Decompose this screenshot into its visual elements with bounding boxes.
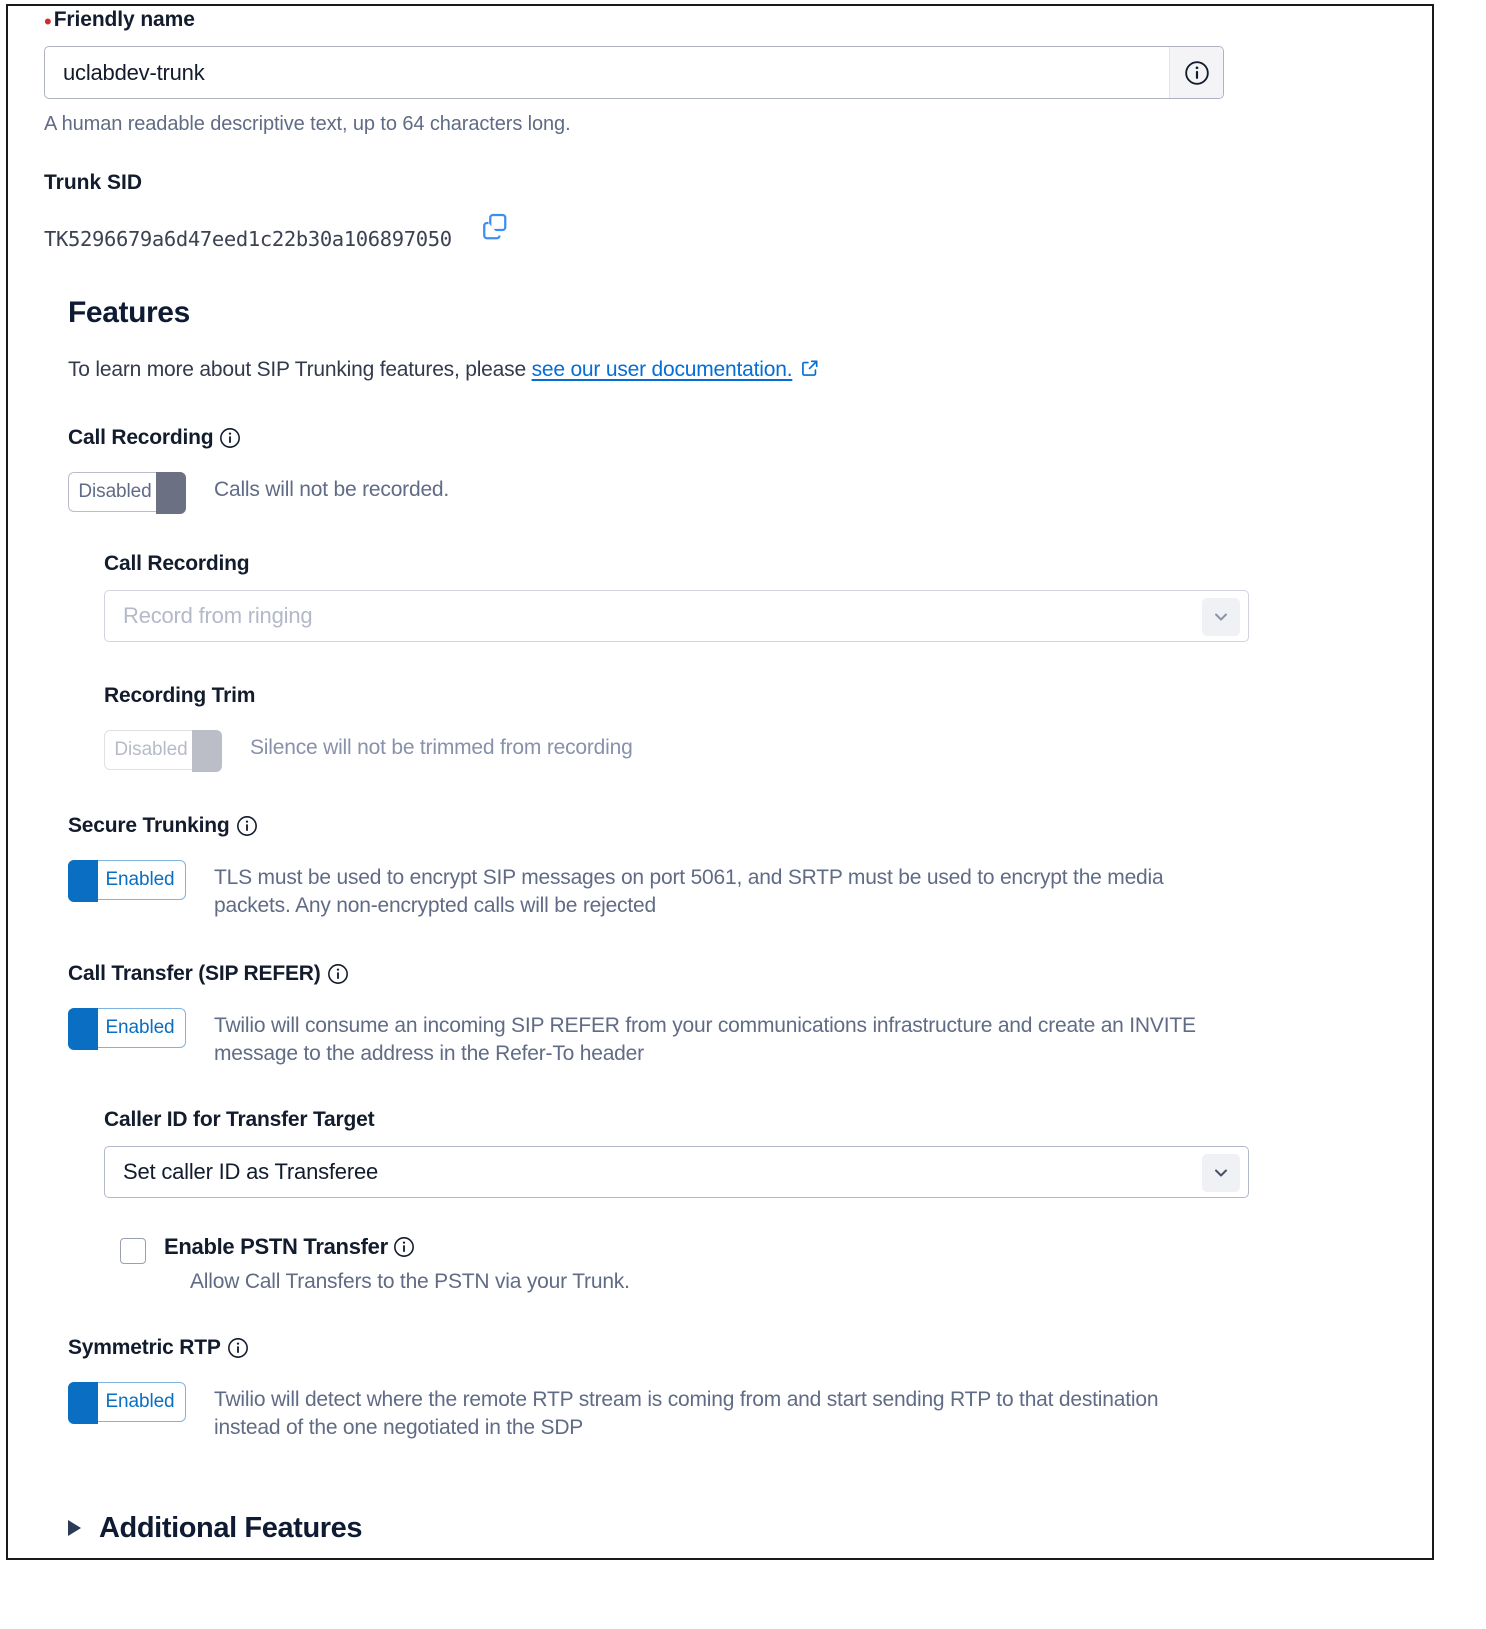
info-icon <box>1184 60 1210 86</box>
symmetric-rtp-heading-text: Symmetric RTP <box>68 1335 221 1359</box>
info-icon[interactable] <box>327 963 349 985</box>
external-link-icon[interactable] <box>800 358 820 384</box>
settings-panel <box>6 4 1434 1560</box>
triangle-right-icon[interactable] <box>68 1520 81 1536</box>
copy-button[interactable] <box>480 211 510 246</box>
call-recording-heading-text: Call Recording <box>68 426 214 449</box>
trunk-sid-row <box>44 221 510 256</box>
friendly-name-info-button[interactable] <box>1169 47 1223 98</box>
recording-trim-toggle-label: Disabled <box>114 739 188 760</box>
call-transfer-toggle-label: Enabled <box>105 1016 175 1038</box>
call-recording-select-group <box>104 552 1408 642</box>
user-documentation-link[interactable]: see our user documentation. <box>531 358 793 381</box>
pstn-transfer-checkbox-row[interactable] <box>120 1234 1408 1264</box>
toggle-knob <box>68 1008 98 1050</box>
secure-trunking-toggle-row <box>68 860 1408 920</box>
call-recording-select[interactable] <box>104 590 1249 642</box>
secure-trunking-heading-text: Secure Trunking <box>68 814 230 837</box>
caller-id-select-label: Caller ID for Transfer Target <box>104 1107 375 1131</box>
features-subtitle <box>68 358 1408 384</box>
friendly-name-field-group <box>44 6 1224 136</box>
recording-trim-description: Silence will not be trimmed from recording <box>250 736 633 759</box>
call-transfer-heading <box>68 962 1408 986</box>
toggle-knob <box>68 860 98 902</box>
symmetric-rtp-toggle-label: Enabled <box>105 1390 175 1412</box>
trunk-sid-value: TK5296679a6d47eed1c22b30a106897050 <box>44 226 452 251</box>
secure-trunking-heading <box>68 814 1408 838</box>
pstn-transfer-group <box>120 1234 1408 1294</box>
trunk-sid-label: Trunk SID <box>44 171 143 194</box>
features-subtitle-text: To learn more about SIP Trunking features, please <box>68 358 532 381</box>
recording-trim-toggle[interactable] <box>104 730 222 770</box>
pstn-transfer-sub-text: Allow Call Transfers to the PSTN via your Trunk. <box>190 1269 630 1293</box>
symmetric-rtp-heading <box>68 1336 1408 1360</box>
call-transfer-toggle-row <box>68 1008 1408 1068</box>
symmetric-rtp-toggle[interactable] <box>68 1382 186 1422</box>
friendly-name-label-row: • Friendly name <box>44 8 195 34</box>
caller-id-select-value: Set caller ID as Transferee <box>123 1158 379 1184</box>
secure-trunking-toggle[interactable] <box>68 860 186 900</box>
call-transfer-group <box>68 962 1408 1294</box>
pstn-transfer-label <box>164 1234 415 1260</box>
toggle-knob <box>156 472 186 514</box>
call-recording-toggle-label: Disabled <box>78 481 152 502</box>
info-icon[interactable] <box>227 1337 249 1359</box>
chevron-down-icon[interactable] <box>1202 1154 1240 1192</box>
recording-trim-toggle-row <box>104 730 1408 770</box>
secure-trunking-group <box>68 814 1408 920</box>
call-recording-toggle-row <box>68 472 1408 512</box>
info-icon[interactable] <box>236 815 258 837</box>
call-recording-select-label: Call Recording <box>104 552 250 575</box>
pstn-transfer-label-text: Enable PSTN Transfer <box>164 1233 388 1259</box>
additional-features-section <box>68 1512 1408 1545</box>
recording-trim-group <box>104 684 1408 770</box>
toggle-knob <box>192 730 222 772</box>
friendly-name-input[interactable]: uclabdev-trunk <box>63 59 205 85</box>
call-recording-select-value: Record from ringing <box>123 603 313 628</box>
call-transfer-description: Twilio will consume an incoming SIP REFER from your communications infrastructure and create an INVITE message to the address in the Refer-To header <box>214 1013 1196 1065</box>
friendly-name-label: Friendly name <box>53 8 195 31</box>
features-section <box>68 296 1408 1545</box>
toggle-knob <box>68 1382 98 1424</box>
call-recording-group <box>68 426 1408 770</box>
additional-features-title: Additional Features <box>99 1511 363 1544</box>
call-recording-heading <box>68 426 1408 450</box>
features-title: Features <box>68 296 190 329</box>
call-recording-toggle[interactable] <box>68 472 186 512</box>
info-icon[interactable] <box>393 1236 415 1258</box>
caller-id-select[interactable] <box>104 1146 1249 1198</box>
info-icon[interactable] <box>219 427 241 449</box>
copy-icon <box>480 228 510 245</box>
trunk-sid-group <box>44 171 510 256</box>
secure-trunking-toggle-label: Enabled <box>105 869 175 890</box>
caller-id-select-group <box>104 1108 1408 1198</box>
symmetric-rtp-group <box>68 1336 1408 1442</box>
chevron-down-icon[interactable] <box>1202 598 1240 636</box>
recording-trim-label: Recording Trim <box>104 684 256 707</box>
call-recording-toggle-description: Calls will not be recorded. <box>214 478 450 501</box>
call-transfer-toggle[interactable] <box>68 1008 186 1048</box>
secure-trunking-description: TLS must be used to encrypt SIP messages on port 5061, and SRTP must be used to encrypt the media packets. Any non-encrypted calls will be rejected <box>214 866 1164 917</box>
friendly-name-input-shell[interactable] <box>44 46 1224 99</box>
call-transfer-heading-text: Call Transfer (SIP REFER) <box>68 961 321 985</box>
symmetric-rtp-description: Twilio will detect where the remote RTP stream is coming from and start sending RTP to that destination instead of the one negotiated in the SDP <box>214 1387 1159 1439</box>
additional-features-row[interactable] <box>68 1512 1408 1545</box>
pstn-transfer-checkbox[interactable] <box>120 1238 146 1264</box>
friendly-name-help-text: A human readable descriptive text, up to 64 characters long. <box>44 113 571 135</box>
symmetric-rtp-toggle-row <box>68 1382 1408 1442</box>
